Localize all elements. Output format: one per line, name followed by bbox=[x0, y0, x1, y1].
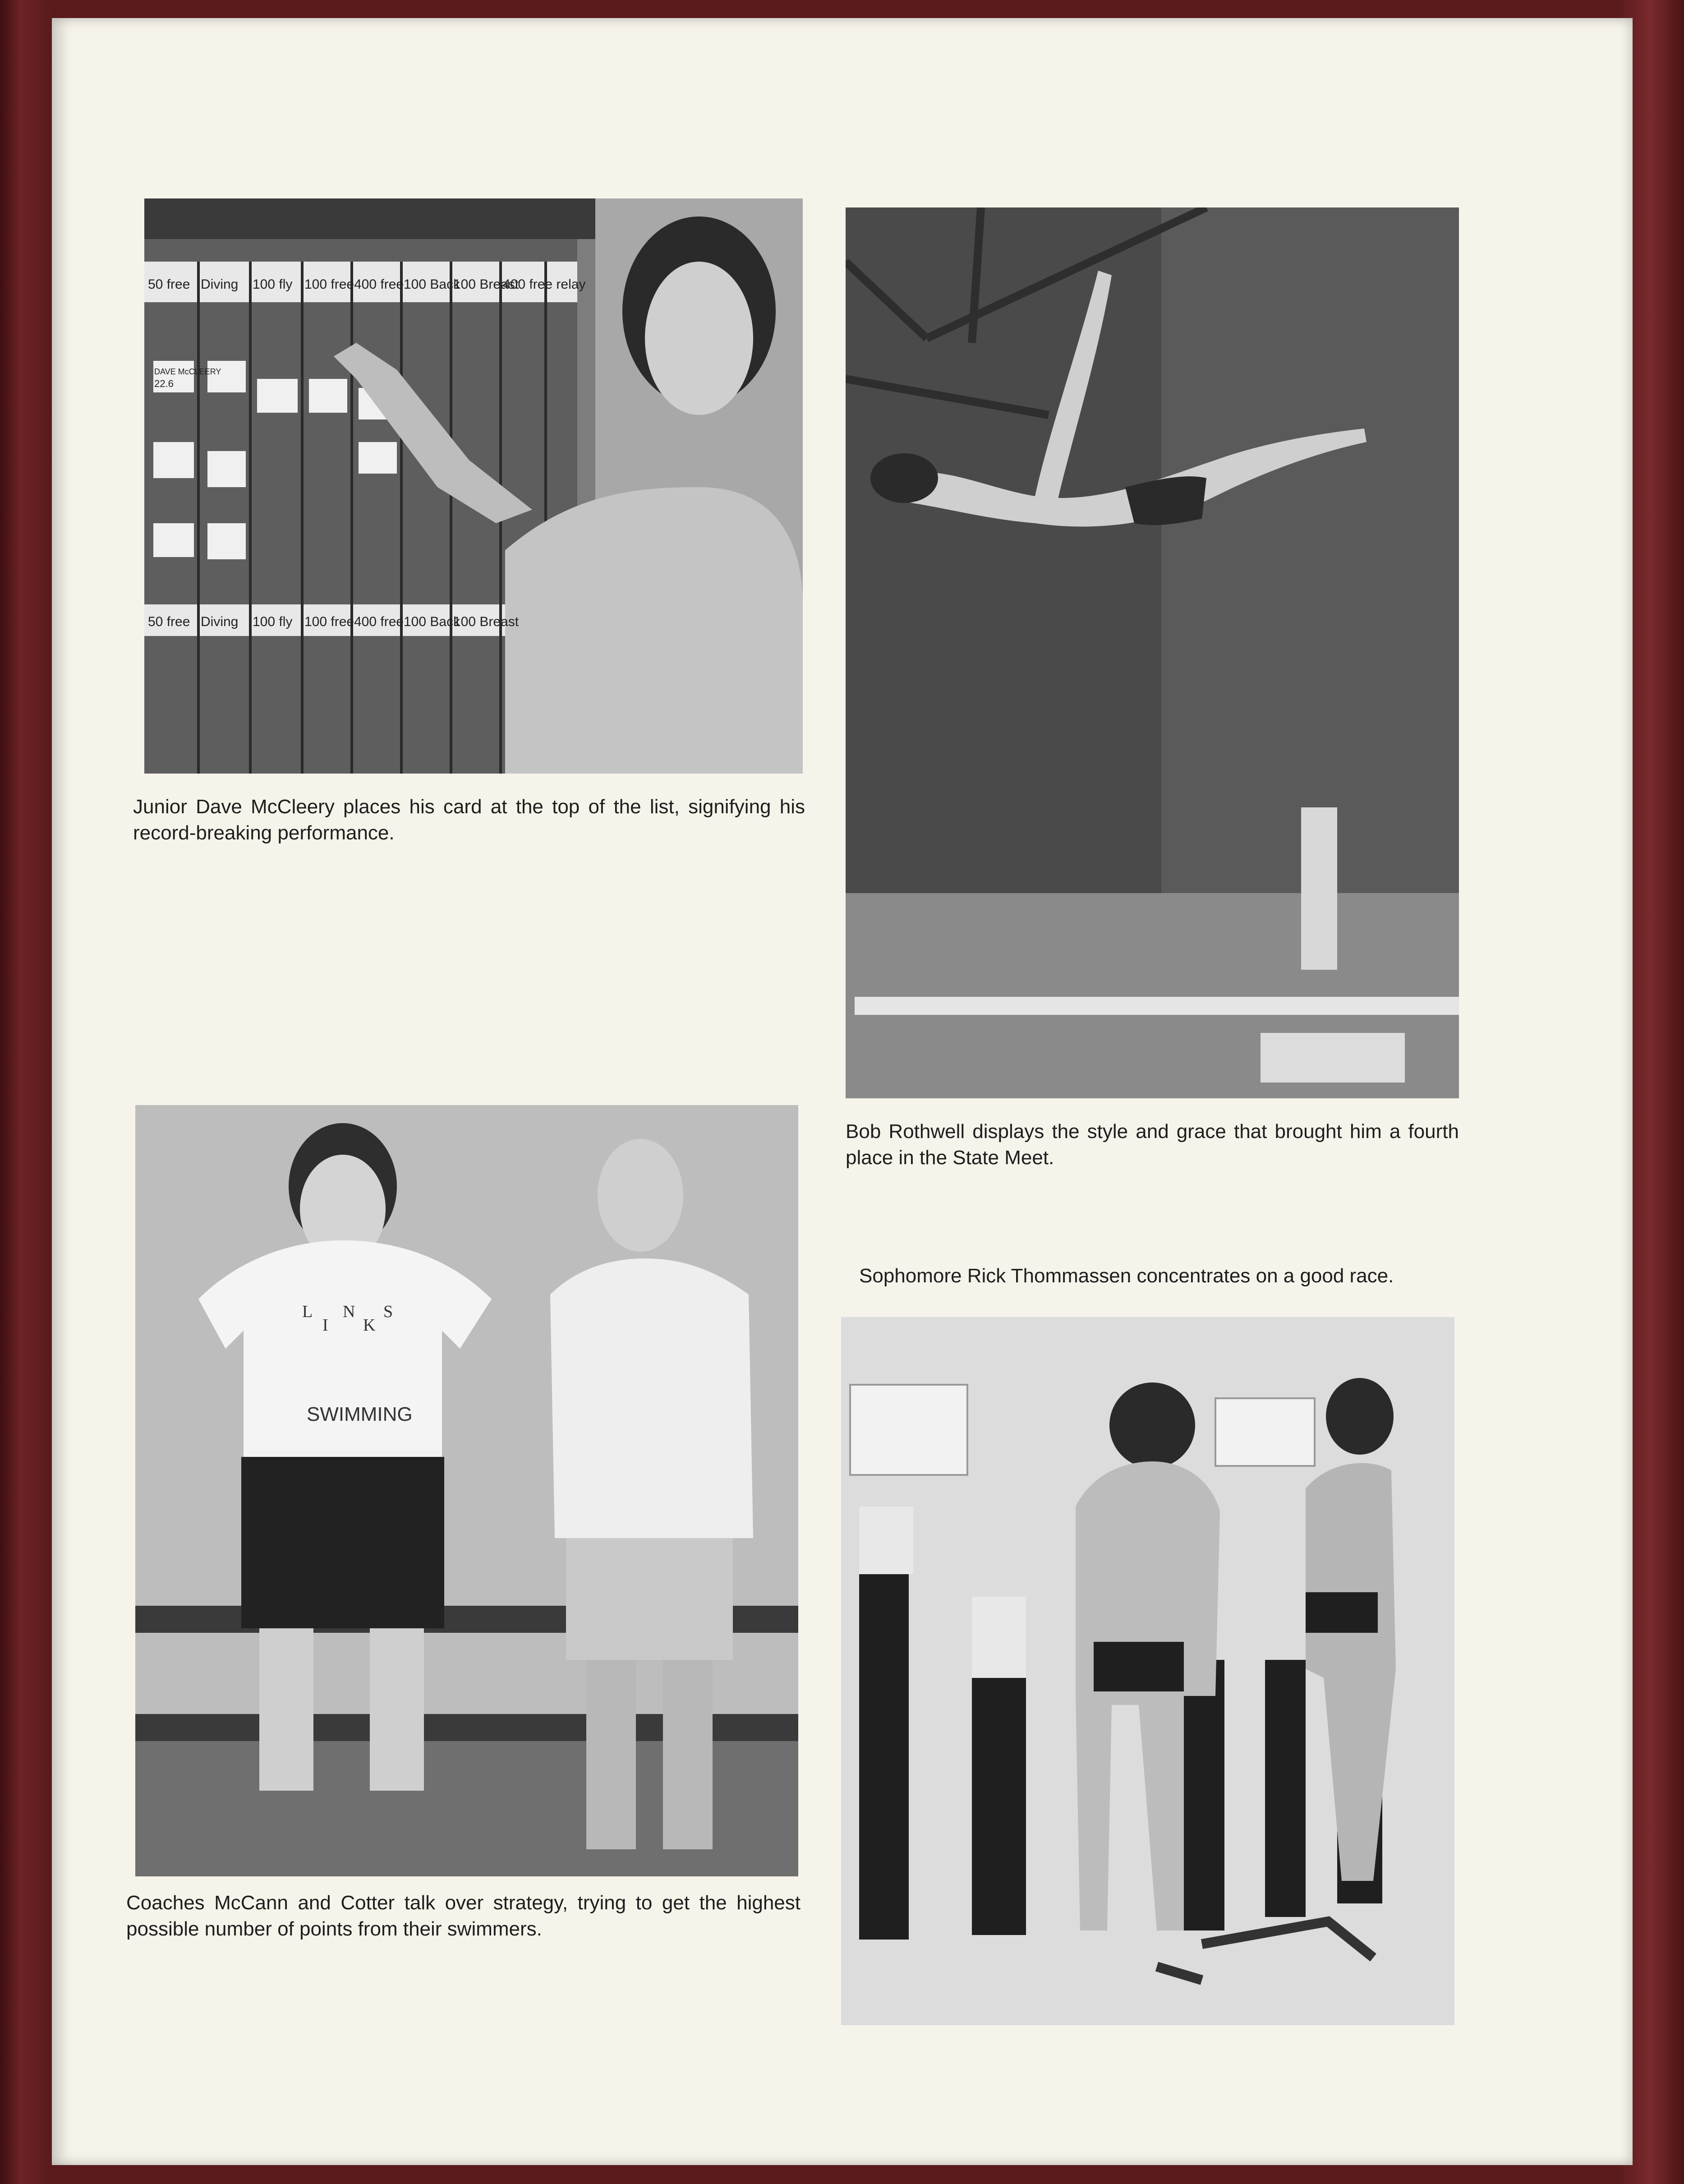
yearbook-page bbox=[52, 18, 1633, 2165]
record-board-top-label: 100 free bbox=[304, 277, 354, 292]
caption-mccleery: Junior Dave McCleery places his card at the top of the list, signifying his record-breaking performance. bbox=[133, 796, 805, 844]
record-board-top-label: 400 free relay bbox=[503, 277, 586, 292]
shirt-letter: S bbox=[383, 1302, 393, 1321]
record-board-bottom-label: 100 free bbox=[304, 614, 354, 629]
record-card-name: DAVE McCLEERY bbox=[154, 367, 221, 376]
record-board-bottom-label: Diving bbox=[201, 614, 239, 629]
record-board-bottom-label: 400 free bbox=[354, 614, 404, 629]
record-board-top-label: 100 Back bbox=[404, 277, 460, 292]
shirt-swimming-text: SWIMMING bbox=[307, 1403, 413, 1425]
record-board-bottom-label: 100 Back bbox=[404, 614, 460, 629]
record-board-bottom-label: 100 fly bbox=[253, 614, 293, 629]
shirt-letter: I bbox=[322, 1316, 328, 1335]
record-board-top-label: Diving bbox=[201, 277, 239, 292]
record-card-time: 22.6 bbox=[154, 378, 174, 389]
caption-rothwell: Bob Rothwell displays the style and grace that brought him a fourth place in the State Meet. bbox=[846, 1120, 1459, 1169]
record-board-top-label: 50 free bbox=[148, 277, 190, 292]
record-board-top-label: 100 fly bbox=[253, 277, 293, 292]
record-board-bottom-label: 100 Breast bbox=[453, 614, 519, 629]
shirt-letter: L bbox=[302, 1302, 313, 1321]
caption-thommassen: Sophomore Rick Thommassen concentrates on a good race. bbox=[859, 1265, 1394, 1287]
photo-coaches bbox=[135, 1105, 798, 1876]
shirt-letter: N bbox=[343, 1302, 355, 1321]
photo-thommassen-starting-blocks bbox=[841, 1317, 1454, 2025]
record-board-bottom-label: 50 free bbox=[148, 614, 190, 629]
photo-mccleery-record-board bbox=[144, 198, 803, 774]
record-board-top-label: 400 free bbox=[354, 277, 404, 292]
caption-coaches: Coaches McCann and Cotter talk over strategy, trying to get the highest possible number of points from their swimmers. bbox=[126, 1892, 801, 1940]
record-board-top-label: 100 Breast bbox=[453, 277, 519, 292]
photo-rothwell-diving bbox=[846, 207, 1459, 1098]
shirt-letter: K bbox=[363, 1316, 376, 1335]
